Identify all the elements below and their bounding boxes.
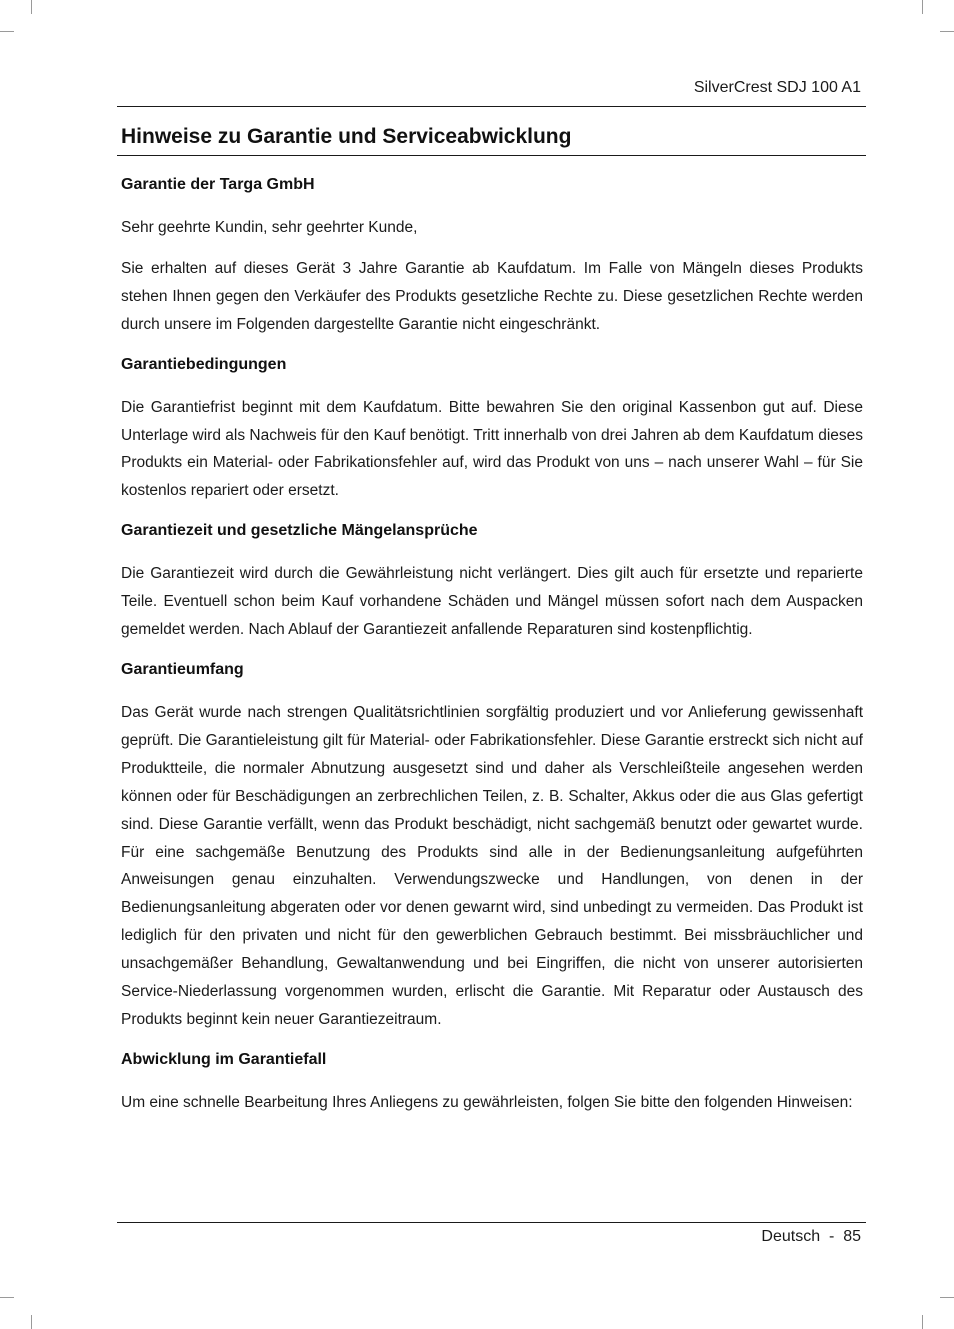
- crop-mark: [922, 0, 923, 14]
- section-heading: Garantie der Targa GmbH: [121, 176, 315, 193]
- footer-language: Deutsch: [761, 1228, 821, 1245]
- paragraph: Das Gerät wurde nach strengen Qualitätsrichtlinien sorgfältig produziert und vor Anlieferung gewissenhaft geprüft. Die Garantieleistung gilt für Material- oder Fabrikationsfehler. Diese Garantie erstreckt sich nicht auf Produktteile, die normaler Abnutzung ausgesetzt sind und daher als Verschleißteile angesehen werden können oder für Beschädigungen an zerbrechlichen Teilen, z. B. Schalter, Akkus oder die aus Glas gefertigt sind. Diese Garantie verfällt, wenn das Produkt beschädigt, nicht sachgemäß benutzt oder gewartet wurde. Für eine sachgemäße Benutzung des Produkts sind alle in der Bedienungsanleitung aufgeführten Anweisungen genau einzuhalten. Verwendungszwecke und Handlungen, von denen in der Bedienungsanleitung abgeraten oder vor denen gewarnt wird, sind unbedingt zu vermeiden. Das Produkt ist lediglich für den privaten und nicht für den gewerblichen Gebrauch bestimmt. Bei missbräuchlicher und unsachgemäßer Behandlung, Gewaltanwendung und bei Eingriffen, die nicht von unserer autorisierten Service-Niederlassung vorgenommen wurden, erlischt die Garantie. Mit Reparatur oder Austausch des Produkts beginnt kein neuer Garantiezeitraum.: [121, 703, 863, 1028]
- section-heading: Abwicklung im Garantiefall: [121, 1050, 327, 1068]
- paragraph: Sie erhalten auf dieses Gerät 3 Jahre Garantie ab Kaufdatum. Im Falle von Mängeln dieses Produkts stehen Ihnen gegen den Verkäufer des Produkts gesetzliche Rechte zu. Diese gesetzlichen Rechte werden durch unsere im Folgenden dargestellte Garantie nicht eingeschränkt.: [121, 259, 863, 333]
- footer-rule: [117, 1222, 866, 1223]
- crop-mark: [940, 1297, 954, 1298]
- page-number: 85: [843, 1228, 861, 1245]
- crop-mark: [922, 1315, 923, 1329]
- page-content: [121, 172, 863, 1117]
- header-rule: [117, 106, 866, 107]
- running-header: SilverCrest SDJ 100 A1: [693, 79, 861, 96]
- crop-mark: [31, 0, 32, 14]
- section-heading: Garantiezeit und gesetzliche Mängelansprüche: [121, 522, 478, 540]
- page-footer: [761, 1228, 861, 1246]
- section-heading: Garantieumfang: [121, 660, 244, 678]
- paragraph: Um eine schnelle Bearbeitung Ihres Anliegens zu gewährleisten, folgen Sie bitte den folgenden Hinweisen:: [121, 1093, 853, 1111]
- paragraph: Die Garantiefrist beginnt mit dem Kaufdatum. Bitte bewahren Sie den original Kassenbon gut auf. Diese Unterlage wird als Nachweis für den Kauf benötigt. Tritt innerhalb von drei Jahren ab dem Kaufdatum dieses Produkts ein Material- oder Fabrikationsfehler auf, wird das Produkt von uns – nach unserer Wahl – für Sie kostenlos repariert oder ersetzt.: [121, 398, 863, 500]
- crop-mark: [31, 1315, 32, 1329]
- crop-mark: [0, 1297, 14, 1298]
- crop-mark: [0, 31, 14, 32]
- paragraph: Die Garantiezeit wird durch die Gewährleistung nicht verlängert. Dies gilt auch für ersetzte und reparierte Teile. Eventuell schon beim Kauf vorhandene Schäden und Mängel müssen sofort nach dem Auspacken gemeldet werden. Nach Ablauf der Garantiezeit anfallende Reparaturen sind kostenpflichtig.: [121, 565, 863, 639]
- section-heading: Garantiebedingungen: [121, 355, 287, 373]
- footer-separator: -: [828, 1228, 835, 1245]
- crop-mark: [940, 31, 954, 32]
- title-rule: [117, 155, 866, 156]
- page-title: Hinweise zu Garantie und Serviceabwicklung: [121, 125, 572, 148]
- paragraph: Sehr geehrte Kundin, sehr geehrter Kunde,: [121, 219, 418, 236]
